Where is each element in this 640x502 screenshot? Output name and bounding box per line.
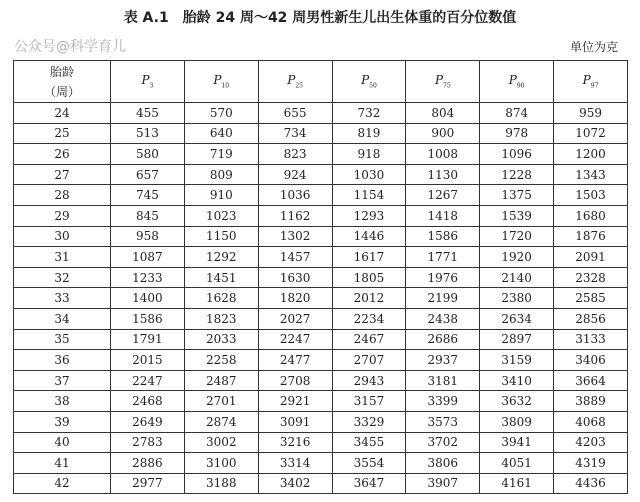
- table-row: [14, 247, 628, 268]
- gestational-age-cell: 42: [14, 473, 111, 494]
- gestational-age-cell: 27: [14, 164, 111, 185]
- weight-cell: 2380: [480, 288, 554, 309]
- weight-cell: 845: [111, 205, 185, 226]
- weight-cell: 2477: [258, 350, 332, 371]
- gestational-age-cell: 36: [14, 350, 111, 371]
- percentile-letter: P: [582, 73, 591, 88]
- weight-cell: 2247: [258, 329, 332, 350]
- weight-cell: 3889: [554, 391, 628, 412]
- weight-cell: 1539: [480, 205, 554, 226]
- table-row: [14, 350, 628, 371]
- percentile-label: [582, 73, 599, 90]
- weight-cell: 900: [406, 123, 480, 144]
- weight-cell: 2140: [480, 267, 554, 288]
- weight-cell: 2937: [406, 350, 480, 371]
- percentile-label: [508, 73, 525, 90]
- percentile-letter: P: [141, 73, 150, 88]
- header-percentile: [406, 61, 480, 103]
- weight-cell: 1150: [184, 226, 258, 247]
- weight-cell: 2856: [554, 308, 628, 329]
- weight-cell: 3410: [480, 370, 554, 391]
- percentile-letter: P: [508, 73, 517, 88]
- weight-cell: 4161: [480, 473, 554, 494]
- gestational-age-cell: 35: [14, 329, 111, 350]
- weight-cell: 819: [332, 123, 406, 144]
- weight-cell: 640: [184, 123, 258, 144]
- header-row: [14, 61, 628, 103]
- weight-cell: 3907: [406, 473, 480, 494]
- percentile-number: 3: [149, 82, 154, 90]
- gestational-age-cell: 25: [14, 123, 111, 144]
- weight-cell: 719: [184, 144, 258, 165]
- gestational-age-cell: 39: [14, 411, 111, 432]
- weight-cell: 2258: [184, 350, 258, 371]
- weight-cell: 1302: [258, 226, 332, 247]
- table-row: [14, 391, 628, 412]
- weight-cell: 1820: [258, 288, 332, 309]
- weight-cell: 2247: [111, 370, 185, 391]
- weight-cell: 1976: [406, 267, 480, 288]
- table-row: [14, 308, 628, 329]
- weight-cell: 3188: [184, 473, 258, 494]
- weight-cell: 918: [332, 144, 406, 165]
- gestational-age-cell: 28: [14, 185, 111, 206]
- table-body: [14, 103, 628, 494]
- weight-cell: 3406: [554, 350, 628, 371]
- gestational-age-cell: 30: [14, 226, 111, 247]
- weight-cell: 1876: [554, 226, 628, 247]
- weight-cell: 1072: [554, 123, 628, 144]
- percentile-label: [361, 73, 377, 90]
- weight-cell: 823: [258, 144, 332, 165]
- weight-cell: 1400: [111, 288, 185, 309]
- table-row: [14, 205, 628, 226]
- weight-cell: 734: [258, 123, 332, 144]
- weight-cell: 3181: [406, 370, 480, 391]
- percentile-letter: P: [361, 73, 370, 88]
- weight-cell: 1200: [554, 144, 628, 165]
- weight-cell: 3402: [258, 473, 332, 494]
- header-percentile: [554, 61, 628, 103]
- weight-cell: 958: [111, 226, 185, 247]
- weight-cell: 2897: [480, 329, 554, 350]
- percentile-letter: P: [287, 73, 296, 88]
- weight-cell: 1293: [332, 205, 406, 226]
- weight-cell: 2234: [332, 308, 406, 329]
- weight-cell: 2033: [184, 329, 258, 350]
- weight-cell: 1680: [554, 205, 628, 226]
- weight-cell: 1791: [111, 329, 185, 350]
- table-row: [14, 226, 628, 247]
- header-age-unit: （周）: [43, 84, 80, 99]
- gestational-age-cell: 40: [14, 432, 111, 453]
- weight-cell: 1720: [480, 226, 554, 247]
- weight-cell: 1375: [480, 185, 554, 206]
- weight-cell: 3159: [480, 350, 554, 371]
- weight-cell: 2438: [406, 308, 480, 329]
- weight-cell: 1267: [406, 185, 480, 206]
- weight-cell: 2328: [554, 267, 628, 288]
- header-age-label: 胎龄: [49, 64, 74, 79]
- weight-cell: 2708: [258, 370, 332, 391]
- weight-cell: 3091: [258, 411, 332, 432]
- percentile-number: 90: [516, 82, 525, 90]
- gestational-age-cell: 29: [14, 205, 111, 226]
- weight-cell: 1805: [332, 267, 406, 288]
- header-percentile: [184, 61, 258, 103]
- weight-cell: 4203: [554, 432, 628, 453]
- percentile-number: 50: [369, 82, 377, 90]
- weight-cell: 1130: [406, 164, 480, 185]
- gestational-age-cell: 24: [14, 103, 111, 124]
- weight-cell: 3702: [406, 432, 480, 453]
- header-percentile: [111, 61, 185, 103]
- weight-cell: 1292: [184, 247, 258, 268]
- weight-cell: 4319: [554, 453, 628, 474]
- table-row: [14, 185, 628, 206]
- weight-cell: 1228: [480, 164, 554, 185]
- header-percentile: [332, 61, 406, 103]
- weight-cell: 2634: [480, 308, 554, 329]
- header-gestational-age: [14, 61, 111, 103]
- weight-cell: 1617: [332, 247, 406, 268]
- weight-cell: 4068: [554, 411, 628, 432]
- weight-cell: 1630: [258, 267, 332, 288]
- table-row: [14, 103, 628, 124]
- weight-cell: 2874: [184, 411, 258, 432]
- gestational-age-cell: 32: [14, 267, 111, 288]
- weight-cell: 924: [258, 164, 332, 185]
- weight-cell: 1503: [554, 185, 628, 206]
- weight-cell: 3664: [554, 370, 628, 391]
- table-title: 表 A.1 胎龄 24 周～42 周男性新生儿出生体重的百分位数值: [123, 10, 517, 26]
- table-row: [14, 370, 628, 391]
- weight-cell: 2487: [184, 370, 258, 391]
- weight-cell: 4436: [554, 473, 628, 494]
- weight-cell: 1008: [406, 144, 480, 165]
- weight-cell: 1446: [332, 226, 406, 247]
- weight-cell: 2886: [111, 453, 185, 474]
- weight-cell: 1096: [480, 144, 554, 165]
- weight-cell: 874: [480, 103, 554, 124]
- weight-cell: 809: [184, 164, 258, 185]
- table-row: [14, 432, 628, 453]
- weight-cell: 3554: [332, 453, 406, 474]
- weight-cell: 2015: [111, 350, 185, 371]
- weight-cell: 1036: [258, 185, 332, 206]
- weight-cell: 4051: [480, 453, 554, 474]
- weight-cell: 2585: [554, 288, 628, 309]
- weight-cell: 3216: [258, 432, 332, 453]
- percentile-number: 75: [443, 82, 451, 90]
- weight-cell: 1233: [111, 267, 185, 288]
- weight-cell: 3133: [554, 329, 628, 350]
- gestational-age-cell: 38: [14, 391, 111, 412]
- weight-cell: 3455: [332, 432, 406, 453]
- percentile-label: [141, 73, 154, 90]
- table-row: [14, 267, 628, 288]
- weight-cell: 3329: [332, 411, 406, 432]
- weight-cell: 732: [332, 103, 406, 124]
- unit-label: 单位为克: [569, 40, 618, 54]
- weight-cell: 3806: [406, 453, 480, 474]
- weight-cell: 2783: [111, 432, 185, 453]
- weight-cell: 2921: [258, 391, 332, 412]
- weight-cell: 1030: [332, 164, 406, 185]
- weight-cell: 2027: [258, 308, 332, 329]
- table-row: [14, 411, 628, 432]
- table-row: [14, 453, 628, 474]
- table-row: [14, 123, 628, 144]
- weight-cell: 3157: [332, 391, 406, 412]
- percentile-number: 97: [590, 82, 599, 90]
- weight-cell: 978: [480, 123, 554, 144]
- percentile-letter: P: [434, 73, 444, 88]
- weight-cell: 2199: [406, 288, 480, 309]
- weight-cell: 1771: [406, 247, 480, 268]
- weight-cell: 3632: [480, 391, 554, 412]
- weight-cell: 1823: [184, 308, 258, 329]
- weight-cell: 2091: [554, 247, 628, 268]
- weight-cell: 3002: [184, 432, 258, 453]
- weight-cell: 1451: [184, 267, 258, 288]
- header-percentile: [480, 61, 554, 103]
- gestational-age-cell: 34: [14, 308, 111, 329]
- percentile-letter: P: [213, 73, 222, 88]
- weight-cell: 1457: [258, 247, 332, 268]
- weight-cell: 745: [111, 185, 185, 206]
- percentile-label: [213, 73, 230, 90]
- gestational-age-cell: 33: [14, 288, 111, 309]
- weight-cell: 3809: [480, 411, 554, 432]
- weight-cell: 910: [184, 185, 258, 206]
- table-row: [14, 288, 628, 309]
- weight-cell: 1087: [111, 247, 185, 268]
- weight-cell: 3647: [332, 473, 406, 494]
- percentile-number: 25: [295, 82, 303, 90]
- percentile-label: [434, 73, 451, 90]
- weight-cell: 2467: [332, 329, 406, 350]
- weight-cell: 580: [111, 144, 185, 165]
- weight-cell: 2686: [406, 329, 480, 350]
- weight-cell: 3941: [480, 432, 554, 453]
- weight-cell: 2707: [332, 350, 406, 371]
- weight-cell: 1586: [406, 226, 480, 247]
- weight-cell: 513: [111, 123, 185, 144]
- weight-cell: 1343: [554, 164, 628, 185]
- weight-cell: 804: [406, 103, 480, 124]
- table-row: [14, 329, 628, 350]
- weight-cell: 2977: [111, 473, 185, 494]
- weight-cell: 1628: [184, 288, 258, 309]
- weight-cell: 570: [184, 103, 258, 124]
- gestational-age-cell: 41: [14, 453, 111, 474]
- weight-cell: 657: [111, 164, 185, 185]
- gestational-age-cell: 37: [14, 370, 111, 391]
- weight-cell: 1154: [332, 185, 406, 206]
- weight-cell: 1162: [258, 205, 332, 226]
- weight-cell: 3100: [184, 453, 258, 474]
- table-row: [14, 473, 628, 494]
- weight-cell: 2649: [111, 411, 185, 432]
- birth-weight-percentile-table: [13, 60, 628, 494]
- weight-cell: 3399: [406, 391, 480, 412]
- weight-cell: 1418: [406, 205, 480, 226]
- weight-cell: 1920: [480, 247, 554, 268]
- weight-cell: 2943: [332, 370, 406, 391]
- weight-cell: 1586: [111, 308, 185, 329]
- percentile-number: 10: [221, 82, 230, 90]
- weight-cell: 2701: [184, 391, 258, 412]
- weight-cell: 455: [111, 103, 185, 124]
- weight-cell: 3573: [406, 411, 480, 432]
- weight-cell: 655: [258, 103, 332, 124]
- table-row: [14, 144, 628, 165]
- weight-cell: 2012: [332, 288, 406, 309]
- weight-cell: 3314: [258, 453, 332, 474]
- gestational-age-cell: 26: [14, 144, 111, 165]
- watermark: 公众号@科学育儿: [14, 39, 126, 55]
- weight-cell: 1023: [184, 205, 258, 226]
- gestational-age-cell: 31: [14, 247, 111, 268]
- table-row: [14, 164, 628, 185]
- weight-cell: 959: [554, 103, 628, 124]
- weight-cell: 2468: [111, 391, 185, 412]
- percentile-label: [287, 73, 303, 90]
- header-percentile: [258, 61, 332, 103]
